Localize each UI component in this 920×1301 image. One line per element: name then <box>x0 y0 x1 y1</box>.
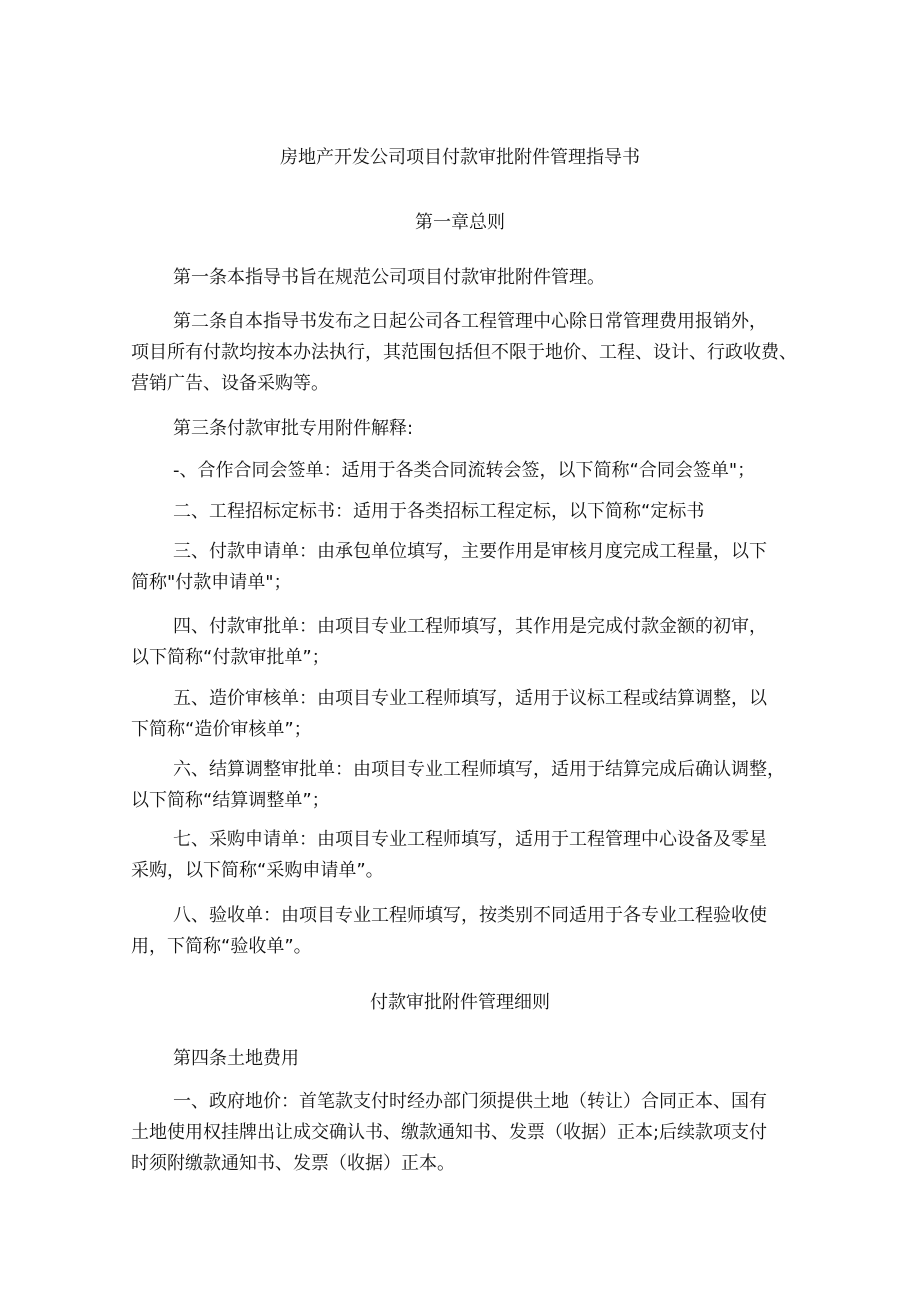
text-line: 采购，以下简称“采购申请单”。 <box>131 860 384 881</box>
item-4 <box>131 611 791 673</box>
article-4 <box>131 1043 791 1074</box>
land-item-1 <box>131 1086 791 1179</box>
text-line: 八、验收单：由项目专业工程师填写，按类别不同适用于各专业工程验收使 <box>173 905 767 926</box>
section-heading: 付款审批附件管理细则 <box>370 992 550 1013</box>
text-line: 七、采购申请单：由项目专业工程师填写，适用于工程管理中心设备及零星 <box>173 829 767 850</box>
text-line: 四、付款审批单：由项目专业工程师填写，其作用是完成付款金额的初审， <box>173 616 767 637</box>
item-7 <box>131 824 791 886</box>
item-2 <box>131 496 791 527</box>
text-line: 以下简称“结算调整单”； <box>131 790 330 811</box>
item-5 <box>131 683 791 745</box>
document-title: 房地产开发公司项目付款审批附件管理指导书 <box>280 147 640 168</box>
text-line: 第一条本指导书旨在规范公司项目付款审批附件管理。 <box>173 267 605 288</box>
item-6 <box>131 754 791 816</box>
text-line: 下简称“造价审核单”； <box>131 719 312 740</box>
item-1 <box>131 455 791 486</box>
text-line: 六、结算调整审批单：由项目专业工程师填写，适用于结算完成后确认调整， <box>173 759 785 780</box>
text-line: 土地使用权挂牌出让成交确认书、缴款通知书、发票（收据）正本;后续款项支付 <box>131 1122 768 1143</box>
text-line: 五、造价审核单：由项目专业工程师填写，适用于议标工程或结算调整，以 <box>173 688 767 709</box>
text-line: 二、工程招标定标书：适用于各类招标工程定标，以下简称“定标书 <box>173 501 705 522</box>
text-line: 营销广告、设备采购等。 <box>131 373 329 394</box>
text-line: 项目所有付款均按本办法执行，其范围包括但不限于地价、工程、设计、行政收费、 <box>131 342 797 363</box>
item-8 <box>131 900 791 962</box>
text-line: 简称"付款申请单"； <box>131 572 292 593</box>
text-line: 一、政府地价：首笔款支付时经办部门须提供土地（转让）合同正本、国有 <box>173 1091 767 1112</box>
item-3 <box>131 536 791 598</box>
text-line: 三、付款申请单：由承包单位填写，主要作用是审核月度完成工程量，以下 <box>173 541 767 562</box>
text-line: 时须附缴款通知书、发票（收据）正本。 <box>131 1153 455 1174</box>
article-3 <box>131 413 791 444</box>
article-1 <box>131 262 791 293</box>
article-2 <box>131 306 797 399</box>
text-line: 第三条付款审批专用附件解释: <box>173 418 414 439</box>
text-line: 以下简称“付款审批单”； <box>131 647 330 668</box>
text-line: 用，下简称“验收单”。 <box>131 936 312 957</box>
chapter-heading: 第一章总则 <box>415 212 505 233</box>
text-line: 第四条土地费用 <box>173 1048 299 1069</box>
text-line: 第二条自本指导书发布之日起公司各工程管理中心除日常管理费用报销外， <box>173 311 767 332</box>
text-line: -、合作合同会签单：适用于各类合同流转会签，以下简称“合同会签单"； <box>173 460 756 481</box>
